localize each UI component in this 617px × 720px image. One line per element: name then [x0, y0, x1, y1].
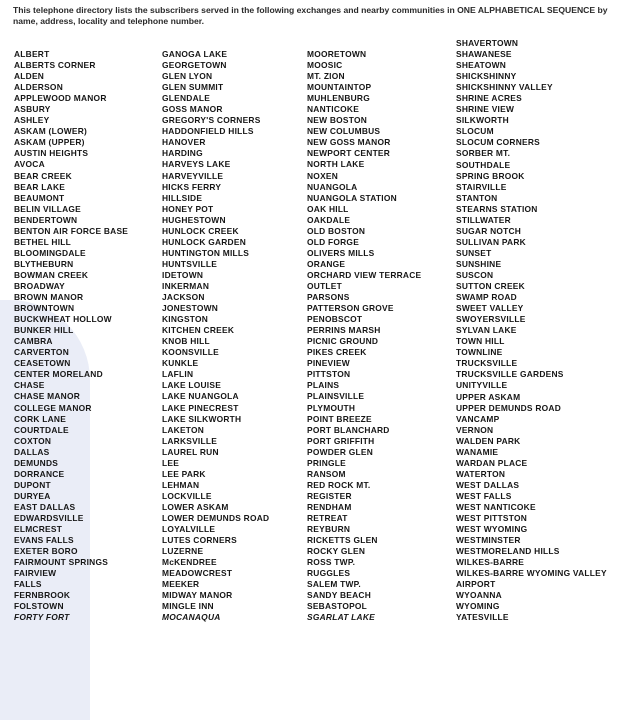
exchange-name: MOUNTAINTOP — [307, 82, 372, 93]
exchange-name: ASBURY — [14, 104, 51, 115]
exchange-name: MEEKER — [162, 579, 200, 590]
exchange-name: BLYTHEBURN — [14, 258, 74, 269]
exchange-name: RUGGLES — [307, 568, 351, 579]
exchange-name: BEAUMONT — [14, 192, 65, 203]
exchange-name: PIKES CREEK — [307, 347, 367, 358]
exchange-name: BUNKER HILL — [14, 325, 74, 336]
exchange-name: PERRINS MARSH — [307, 325, 381, 336]
exchange-name: MOCANAQUA — [162, 612, 221, 623]
exchange-name: BROWN MANOR — [14, 292, 84, 303]
exchange-name: SYLVAN LAKE — [456, 325, 517, 336]
exchange-name: COURTDALE — [14, 424, 69, 435]
exchange-name: PATTERSON GROVE — [307, 303, 394, 314]
exchange-name: LAKE PINECREST — [162, 402, 239, 413]
exchange-name: MIDWAY MANOR — [162, 590, 233, 601]
exchange-name: JONESTOWN — [162, 303, 219, 314]
exchange-name: SWOYERSVILLE — [456, 314, 526, 325]
exchange-name: UPPER DEMUNDS ROAD — [456, 402, 562, 413]
exchange-name: SWAMP ROAD — [456, 292, 517, 303]
exchange-name: SLOCUM — [456, 126, 494, 137]
exchange-name: KINGSTON — [162, 314, 209, 325]
exchange-name: DALLAS — [14, 446, 50, 457]
exchange-name: HARDING — [162, 148, 203, 159]
exchange-name: WALDEN PARK — [456, 435, 521, 446]
exchange-name: DUPONT — [14, 479, 51, 490]
exchange-name: SPRING BROOK — [456, 170, 525, 181]
exchange-name: OLIVERS MILLS — [307, 247, 375, 258]
exchange-name: LUTES CORNERS — [162, 535, 237, 546]
exchange-name: SANDY BEACH — [307, 590, 372, 601]
exchange-name: LARKSVILLE — [162, 435, 218, 446]
exchange-column-3 — [307, 49, 421, 623]
exchange-name: GLEN SUMMIT — [162, 82, 224, 93]
exchange-name: EDWARDSVILLE — [14, 512, 84, 523]
exchange-name: KNOB HILL — [162, 336, 210, 347]
exchange-name: AUSTIN HEIGHTS — [14, 148, 89, 159]
exchange-name: SALEM TWP. — [307, 579, 361, 590]
exchange-name: GOSS MANOR — [162, 104, 223, 115]
exchange-name: LEHMAN — [162, 479, 200, 490]
exchange-name: CORK LANE — [14, 413, 67, 424]
exchange-name: NANTICOKE — [307, 104, 360, 115]
exchange-name: SHAVERTOWN — [456, 38, 519, 48]
exchange-name: WARDAN PLACE — [456, 457, 528, 468]
exchange-name: PRINGLE — [307, 457, 346, 468]
exchange-name: NEW COLUMBUS — [307, 126, 381, 137]
exchange-name: SOUTHDALE — [456, 159, 511, 170]
exchange-name: WEST DALLAS — [456, 479, 520, 490]
exchange-name: SLOCUM CORNERS — [456, 137, 540, 148]
exchange-name: SORBER MT. — [456, 148, 511, 159]
exchange-name: GANOGA LAKE — [162, 49, 228, 59]
exchange-name: REGISTER — [307, 490, 352, 501]
exchange-name: HICKS FERRY — [162, 181, 222, 192]
exchange-name: SUSCON — [456, 269, 494, 280]
exchange-name: KOONSVILLE — [162, 347, 219, 358]
exchange-name: OLD BOSTON — [307, 225, 366, 236]
exchange-name: PLAINS — [307, 380, 340, 391]
exchange-name: EAST DALLAS — [14, 501, 76, 512]
exchange-name: COXTON — [14, 435, 52, 446]
exchange-name: POINT BREEZE — [307, 413, 372, 424]
exchange-name: NEWPORT CENTER — [307, 148, 391, 159]
exchange-name: MEADOWCREST — [162, 568, 233, 579]
exchange-name: DORRANCE — [14, 468, 65, 479]
exchange-name: WILKES-BARRE — [456, 557, 525, 568]
exchange-name: WEST PITTSTON — [456, 513, 528, 524]
exchange-name: McKENDREE — [162, 557, 217, 568]
exchange-name: HUGHESTOWN — [162, 214, 226, 225]
exchange-name: FAIRMOUNT SPRINGS — [14, 557, 109, 568]
exchange-name: DEMUNDS — [14, 457, 59, 468]
exchange-name: STANTON — [456, 192, 498, 203]
exchange-name: FAIRVIEW — [14, 568, 57, 579]
exchange-name: SULLIVAN PARK — [456, 236, 526, 247]
exchange-name: LAUREL RUN — [162, 446, 219, 457]
exchange-name: BROWNTOWN — [14, 303, 75, 314]
exchange-name: KITCHEN CREEK — [162, 325, 235, 336]
exchange-name: ALDERSON — [14, 82, 63, 93]
exchange-name: FORTY FORT — [14, 612, 70, 623]
exchange-name: STILLWATER — [456, 214, 511, 225]
exchange-name: LUZERNE — [162, 546, 204, 557]
exchange-name: COLLEGE MANOR — [14, 402, 92, 413]
exchange-name: BEAR LAKE — [14, 181, 66, 192]
exchange-name: KUNKLE — [162, 358, 199, 369]
exchange-name: BLOOMINGDALE — [14, 247, 86, 258]
exchange-name: BOWMAN CREEK — [14, 269, 89, 280]
exchange-name: GEORGETOWN — [162, 60, 227, 71]
exchange-name: WESTMORELAND HILLS — [456, 546, 560, 557]
exchange-name: WANAMIE — [456, 446, 499, 457]
exchange-name: PINEVIEW — [307, 358, 350, 369]
exchange-name: AVOCA — [14, 159, 45, 170]
exchange-name: OUTLET — [307, 280, 342, 291]
exchange-name: ALBERT — [14, 49, 50, 59]
exchange-column-1 — [14, 49, 128, 623]
exchange-name: ORANGE — [307, 258, 346, 269]
exchange-name: STAIRVILLE — [456, 181, 507, 192]
exchange-name: RED ROCK MT. — [307, 479, 371, 490]
exchange-name: HUNLOCK GARDEN — [162, 236, 246, 247]
exchange-name: DURYEA — [14, 490, 51, 501]
exchange-name: CHASE MANOR — [14, 391, 81, 402]
exchange-name: OAKDALE — [307, 214, 351, 225]
exchange-name: INKERMAN — [162, 280, 210, 291]
exchange-name: RANSOM — [307, 468, 346, 479]
exchange-name: SUNSHINE — [456, 258, 502, 269]
exchange-name: MT. ZION — [307, 71, 345, 82]
exchange-name: TRUCKSVILLE GARDENS — [456, 369, 564, 380]
exchange-name: LAKE NUANGOLA — [162, 391, 239, 402]
exchange-name: HUNLOCK CREEK — [162, 225, 239, 236]
exchange-name: LAFLIN — [162, 369, 194, 380]
exchange-name: YATESVILLE — [456, 612, 509, 623]
exchange-name: ASHLEY — [14, 115, 50, 126]
exchange-name: HILLSIDE — [162, 192, 203, 203]
exchange-name: WEST WYOMING — [456, 524, 528, 535]
exchange-name: SEBASTOPOL — [307, 601, 368, 612]
exchange-name: FALLS — [14, 579, 42, 590]
exchange-name: SWEET VALLEY — [456, 303, 524, 314]
exchange-name: ELMCREST — [14, 524, 63, 535]
exchange-name: APPLEWOOD MANOR — [14, 93, 107, 104]
exchange-name: LAKE LOUISE — [162, 380, 222, 391]
exchange-name: RICKETTS GLEN — [307, 535, 378, 546]
exchange-name: ROSS TWP. — [307, 557, 356, 568]
exchange-name: CAMBRA — [14, 336, 53, 347]
exchange-name: ASKAM (UPPER) — [14, 137, 85, 148]
exchange-name: TOWN HILL — [456, 336, 505, 347]
exchange-name: HUNTINGTON MILLS — [162, 247, 250, 258]
exchange-name: RETREAT — [307, 512, 348, 523]
exchange-name: OLD FORGE — [307, 236, 360, 247]
exchange-name: FERNBROOK — [14, 590, 71, 601]
exchange-name: AIRPORT — [456, 579, 496, 590]
exchange-name: NEW BOSTON — [307, 115, 368, 126]
exchange-name: GLENDALE — [162, 93, 211, 104]
exchange-column-2 — [162, 49, 269, 623]
exchange-name: HARVEYS LAKE — [162, 159, 231, 170]
exchange-name: TRUCKSVILLE — [456, 358, 518, 369]
exchange-name: BENTON AIR FORCE BASE — [14, 225, 129, 236]
exchange-name: MUHLENBURG — [307, 93, 370, 104]
directory-intro-text: This telephone directory lists the subscribers served in the following exchanges and nearby communities in ONE ALPHABETICAL SEQUENCE by name, address, locality and telephone number. — [13, 5, 608, 26]
exchange-name: HADDONFIELD HILLS — [162, 126, 254, 137]
exchange-name: CEASETOWN — [14, 358, 71, 369]
exchange-name: WATERTON — [456, 468, 506, 479]
exchange-name: LOWER DEMUNDS ROAD — [162, 512, 270, 523]
exchange-name: NOXEN — [307, 170, 339, 181]
exchange-name: LAKETON — [162, 424, 205, 435]
exchange-name: MOOSIC — [307, 60, 343, 71]
exchange-name: BETHEL HILL — [14, 236, 72, 247]
exchange-name: PARSONS — [307, 292, 350, 303]
exchange-name: WEST FALLS — [456, 490, 512, 501]
exchange-name: GREGORY'S CORNERS — [162, 115, 261, 126]
exchange-name: LOWER ASKAM — [162, 501, 229, 512]
exchange-name: FOLSTOWN — [14, 601, 64, 612]
exchange-name: PITTSTON — [307, 369, 351, 380]
exchange-name: UNITYVILLE — [456, 380, 508, 391]
exchange-name: PORT GRIFFITH — [307, 435, 375, 446]
exchange-name: NEW GOSS MANOR — [307, 137, 391, 148]
exchange-name: CARVERTON — [14, 347, 69, 358]
exchange-name: PICNIC GROUND — [307, 336, 379, 347]
exchange-name: BROADWAY — [14, 280, 66, 291]
exchange-name: LEE PARK — [162, 468, 206, 479]
exchange-name: WYOMING — [456, 601, 500, 612]
exchange-name: WYOANNA — [456, 590, 502, 601]
exchange-name: EXETER BORO — [14, 546, 78, 557]
exchange-name: GLEN LYON — [162, 71, 213, 82]
exchange-name: LAKE SILKWORTH — [162, 413, 242, 424]
exchange-name: LOYALVILLE — [162, 524, 216, 535]
exchange-name: WILKES-BARRE WYOMING VALLEY — [456, 568, 607, 579]
exchange-name: BENDERTOWN — [14, 214, 78, 225]
exchange-name: CENTER MORELAND — [14, 369, 103, 380]
exchange-name: PLAINSVILLE — [307, 391, 365, 402]
exchange-name: SUGAR NOTCH — [456, 225, 522, 236]
exchange-name: SUTTON CREEK — [456, 281, 525, 292]
exchange-name: BUCKWHEAT HOLLOW — [14, 314, 112, 325]
exchange-name: WEST NANTICOKE — [456, 501, 536, 512]
exchange-name: STEARNS STATION — [456, 203, 538, 214]
exchange-name: SHRINE VIEW — [456, 104, 515, 115]
exchange-name: PLYMOUTH — [307, 402, 356, 413]
exchange-name: SHEATOWN — [456, 60, 507, 71]
exchange-name: BEAR CREEK — [14, 170, 72, 181]
exchange-name: ALDEN — [14, 71, 45, 82]
exchange-name: SGARLAT LAKE — [307, 612, 375, 623]
exchange-name: REYBURN — [307, 524, 351, 535]
exchange-name: ROCKY GLEN — [307, 546, 366, 557]
exchange-name: UPPER ASKAM — [456, 391, 521, 402]
exchange-name: HUNTSVILLE — [162, 258, 218, 269]
exchange-name: ORCHARD VIEW TERRACE — [307, 269, 422, 280]
exchange-name: VERNON — [456, 424, 494, 435]
exchange-name: ALBERTS CORNER — [14, 60, 96, 71]
exchange-name: MINGLE INN — [162, 601, 214, 612]
exchange-name: HANOVER — [162, 137, 206, 148]
exchange-name: RENDHAM — [307, 501, 352, 512]
exchange-name: BELIN VILLAGE — [14, 203, 81, 214]
exchange-name: SHAWANESE — [456, 49, 512, 60]
exchange-name: NUANGOLA — [307, 181, 358, 192]
exchange-column-4 — [456, 38, 607, 623]
exchange-name: IDETOWN — [162, 269, 204, 280]
exchange-name: SHRINE ACRES — [456, 93, 522, 104]
exchange-name: TOWNLINE — [456, 347, 503, 358]
exchange-name: HONEY POT — [162, 203, 214, 214]
exchange-name: PENOBSCOT — [307, 314, 363, 325]
exchange-name: WESTMINSTER — [456, 535, 521, 546]
exchange-name: ASKAM (LOWER) — [14, 126, 88, 137]
exchange-name: VANCAMP — [456, 413, 500, 424]
exchange-name: NORTH LAKE — [307, 159, 365, 170]
exchange-name: JACKSON — [162, 292, 205, 303]
exchange-name: HARVEYVILLE — [162, 170, 224, 181]
exchange-name: SHICKSHINNY — [456, 71, 517, 82]
exchange-name: SILKWORTH — [456, 115, 509, 126]
exchange-name: SHICKSHINNY VALLEY — [456, 82, 553, 93]
exchange-name: NUANGOLA STATION — [307, 192, 397, 203]
exchange-name: MOORETOWN — [307, 49, 367, 59]
exchange-name: LOCKVILLE — [162, 490, 212, 501]
exchange-name: CHASE — [14, 380, 45, 391]
exchange-name: POWDER GLEN — [307, 446, 374, 457]
exchange-name: SUNSET — [456, 247, 492, 258]
exchange-name: EVANS FALLS — [14, 535, 74, 546]
exchange-name: LEE — [162, 457, 180, 468]
exchange-name: PORT BLANCHARD — [307, 424, 390, 435]
exchange-name: OAK HILL — [307, 203, 349, 214]
